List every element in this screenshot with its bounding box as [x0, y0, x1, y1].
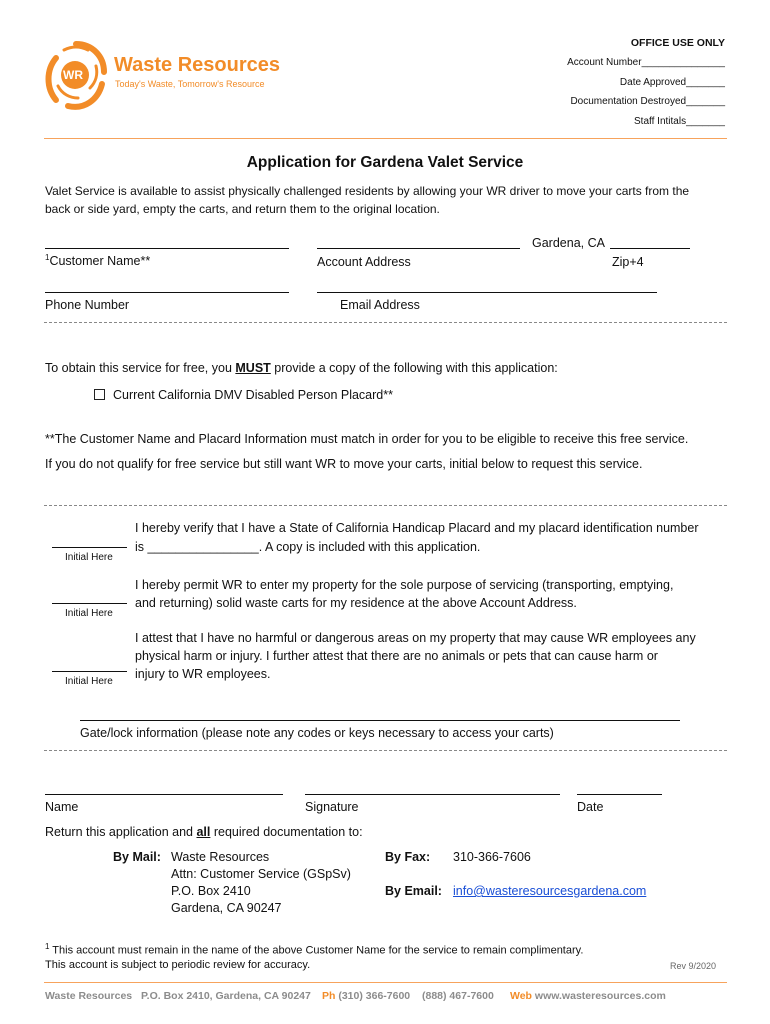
initial-here-label-2: Initial Here [65, 608, 113, 619]
office-staff-initials: Staff Intitals_______ [634, 116, 725, 127]
initial-field-attest[interactable] [52, 671, 127, 672]
header-divider [44, 138, 727, 139]
email-link[interactable]: info@wasteresourcesgardena.com [453, 884, 647, 898]
initial-here-label-3: Initial Here [65, 676, 113, 687]
signature-label: Signature [305, 800, 359, 814]
footer-address: P.O. Box 2410, Gardena, CA 90247 [141, 990, 311, 1002]
footer-company: Waste Resources [45, 990, 133, 1002]
footnote-line2: This account is subject to periodic review for accuracy. [45, 959, 311, 971]
customer-name-field[interactable] [45, 248, 289, 249]
placard-option-label: Current California DMV Disabled Person Placard** [113, 388, 393, 402]
office-date-approved: Date Approved_______ [619, 77, 725, 88]
by-mail-label: By Mail: [113, 850, 161, 864]
permit-text-line1: I hereby permit WR to enter my property for the sole purpose of servicing (transporting, emptying, [135, 578, 674, 592]
name-label: Name [45, 800, 79, 814]
gate-lock-label: Gate/lock information (please note any codes or keys necessary to access your carts) [80, 726, 554, 740]
footer-web-link[interactable]: www.wasteresources.com [534, 990, 666, 1002]
zip-field[interactable] [610, 248, 690, 249]
logo-tagline: Today's Waste, Tomorrow's Resource [115, 79, 265, 89]
footnote-marker-bottom: 1 [45, 942, 50, 951]
not-qualify-note: If you do not qualify for free service but still want WR to move your carts, initial below to request this service. [45, 457, 643, 471]
section-divider-1 [44, 322, 727, 323]
footer-phone2: (888) 467-7600 [422, 990, 494, 1002]
email-address-field[interactable] [317, 292, 657, 293]
logo-monogram: WR [63, 68, 83, 82]
placard-checkbox[interactable] [94, 389, 105, 400]
date-label: Date [577, 800, 604, 814]
obtain-service-text: To obtain this service for free, you MUST provide a copy of the following with this application: [45, 361, 558, 375]
phone-number-label: Phone Number [45, 298, 130, 312]
city-text: Gardena, CA [532, 236, 605, 250]
verify-text-line2: is ________________. A copy is included with this application. [135, 540, 481, 554]
page-title: Application for Gardena Valet Service [246, 154, 524, 171]
zip-label: Zip+4 [612, 255, 644, 269]
mail-address-line4: Gardena, CA 90247 [171, 901, 282, 915]
customer-name-label: $^1$Customer Name** [45, 253, 151, 269]
verify-text-line1: I hereby verify that I have a State of California Handicap Placard and my placard identification number [135, 521, 699, 535]
mail-address-line1: Waste Resources [171, 850, 270, 864]
footnote-marker: 1 [45, 253, 50, 262]
fax-number: 310-366-7606 [453, 850, 531, 864]
mail-address-line3: P.O. Box 2410 [171, 884, 251, 898]
footer-web [510, 990, 666, 1002]
footer-web-label: Web [510, 990, 532, 1002]
intro-text-line2: back or side yard, empty the carts, and return them to the original location. [45, 202, 440, 216]
section-divider-2 [44, 505, 727, 506]
must-emphasis: MUST [235, 361, 271, 375]
permit-text-line2: and returning) solid waste carts for my residence at the above Account Address. [135, 596, 577, 610]
match-note: **The Customer Name and Placard Information must match in order for you to be eligible to receive this free service. [45, 432, 689, 446]
account-address-label: Account Address [317, 255, 411, 269]
date-field[interactable] [577, 794, 662, 795]
attest-text-line1: I attest that I have no harmful or dangerous areas on my property that may cause WR employees any [135, 631, 696, 645]
initial-field-verify[interactable] [52, 547, 127, 548]
footer-phone-label: Ph [322, 990, 336, 1002]
intro-text-line1: Valet Service is available to assist physically challenged residents by allowing your WR driver to move your carts from the [45, 184, 690, 198]
account-address-field[interactable] [317, 248, 520, 249]
footer-divider [44, 982, 727, 983]
attest-text-line2: physical harm or injury. I further attest that there are no animals or pets that can cause harm or [135, 649, 658, 663]
by-email-label: By Email: [385, 884, 442, 898]
initial-field-permit[interactable] [52, 603, 127, 604]
phone-number-field[interactable] [45, 292, 289, 293]
office-documentation-destroyed: Documentation Destroyed_______ [570, 96, 725, 107]
attest-text-line3: injury to WR employees. [135, 667, 271, 681]
gate-lock-field[interactable] [80, 720, 680, 721]
office-use-title: OFFICE USE ONLY [630, 37, 725, 49]
footnote-line1: $^1$ This account must remain in the name of the above Customer Name for the service to remain complimentary. [45, 942, 584, 957]
email-address-label: Email Address [340, 298, 420, 312]
name-field[interactable] [45, 794, 283, 795]
section-divider-3 [44, 750, 727, 751]
initial-here-label-1: Initial Here [65, 552, 113, 563]
all-emphasis: all [196, 825, 211, 839]
return-instructions: Return this application and all required documentation to: [45, 825, 363, 839]
footer-phone: Ph (310) 366-7600 [322, 990, 411, 1002]
mail-address-line2: Attn: Customer Service (GSpSv) [171, 867, 351, 881]
revision-date: Rev 9/2020 [670, 961, 717, 971]
by-fax-label: By Fax: [385, 850, 431, 864]
company-logo [44, 38, 280, 114]
signature-field[interactable] [305, 794, 560, 795]
logo-company-name: Waste Resources [114, 54, 280, 76]
office-account-number: Account Number_______________ [567, 57, 725, 68]
